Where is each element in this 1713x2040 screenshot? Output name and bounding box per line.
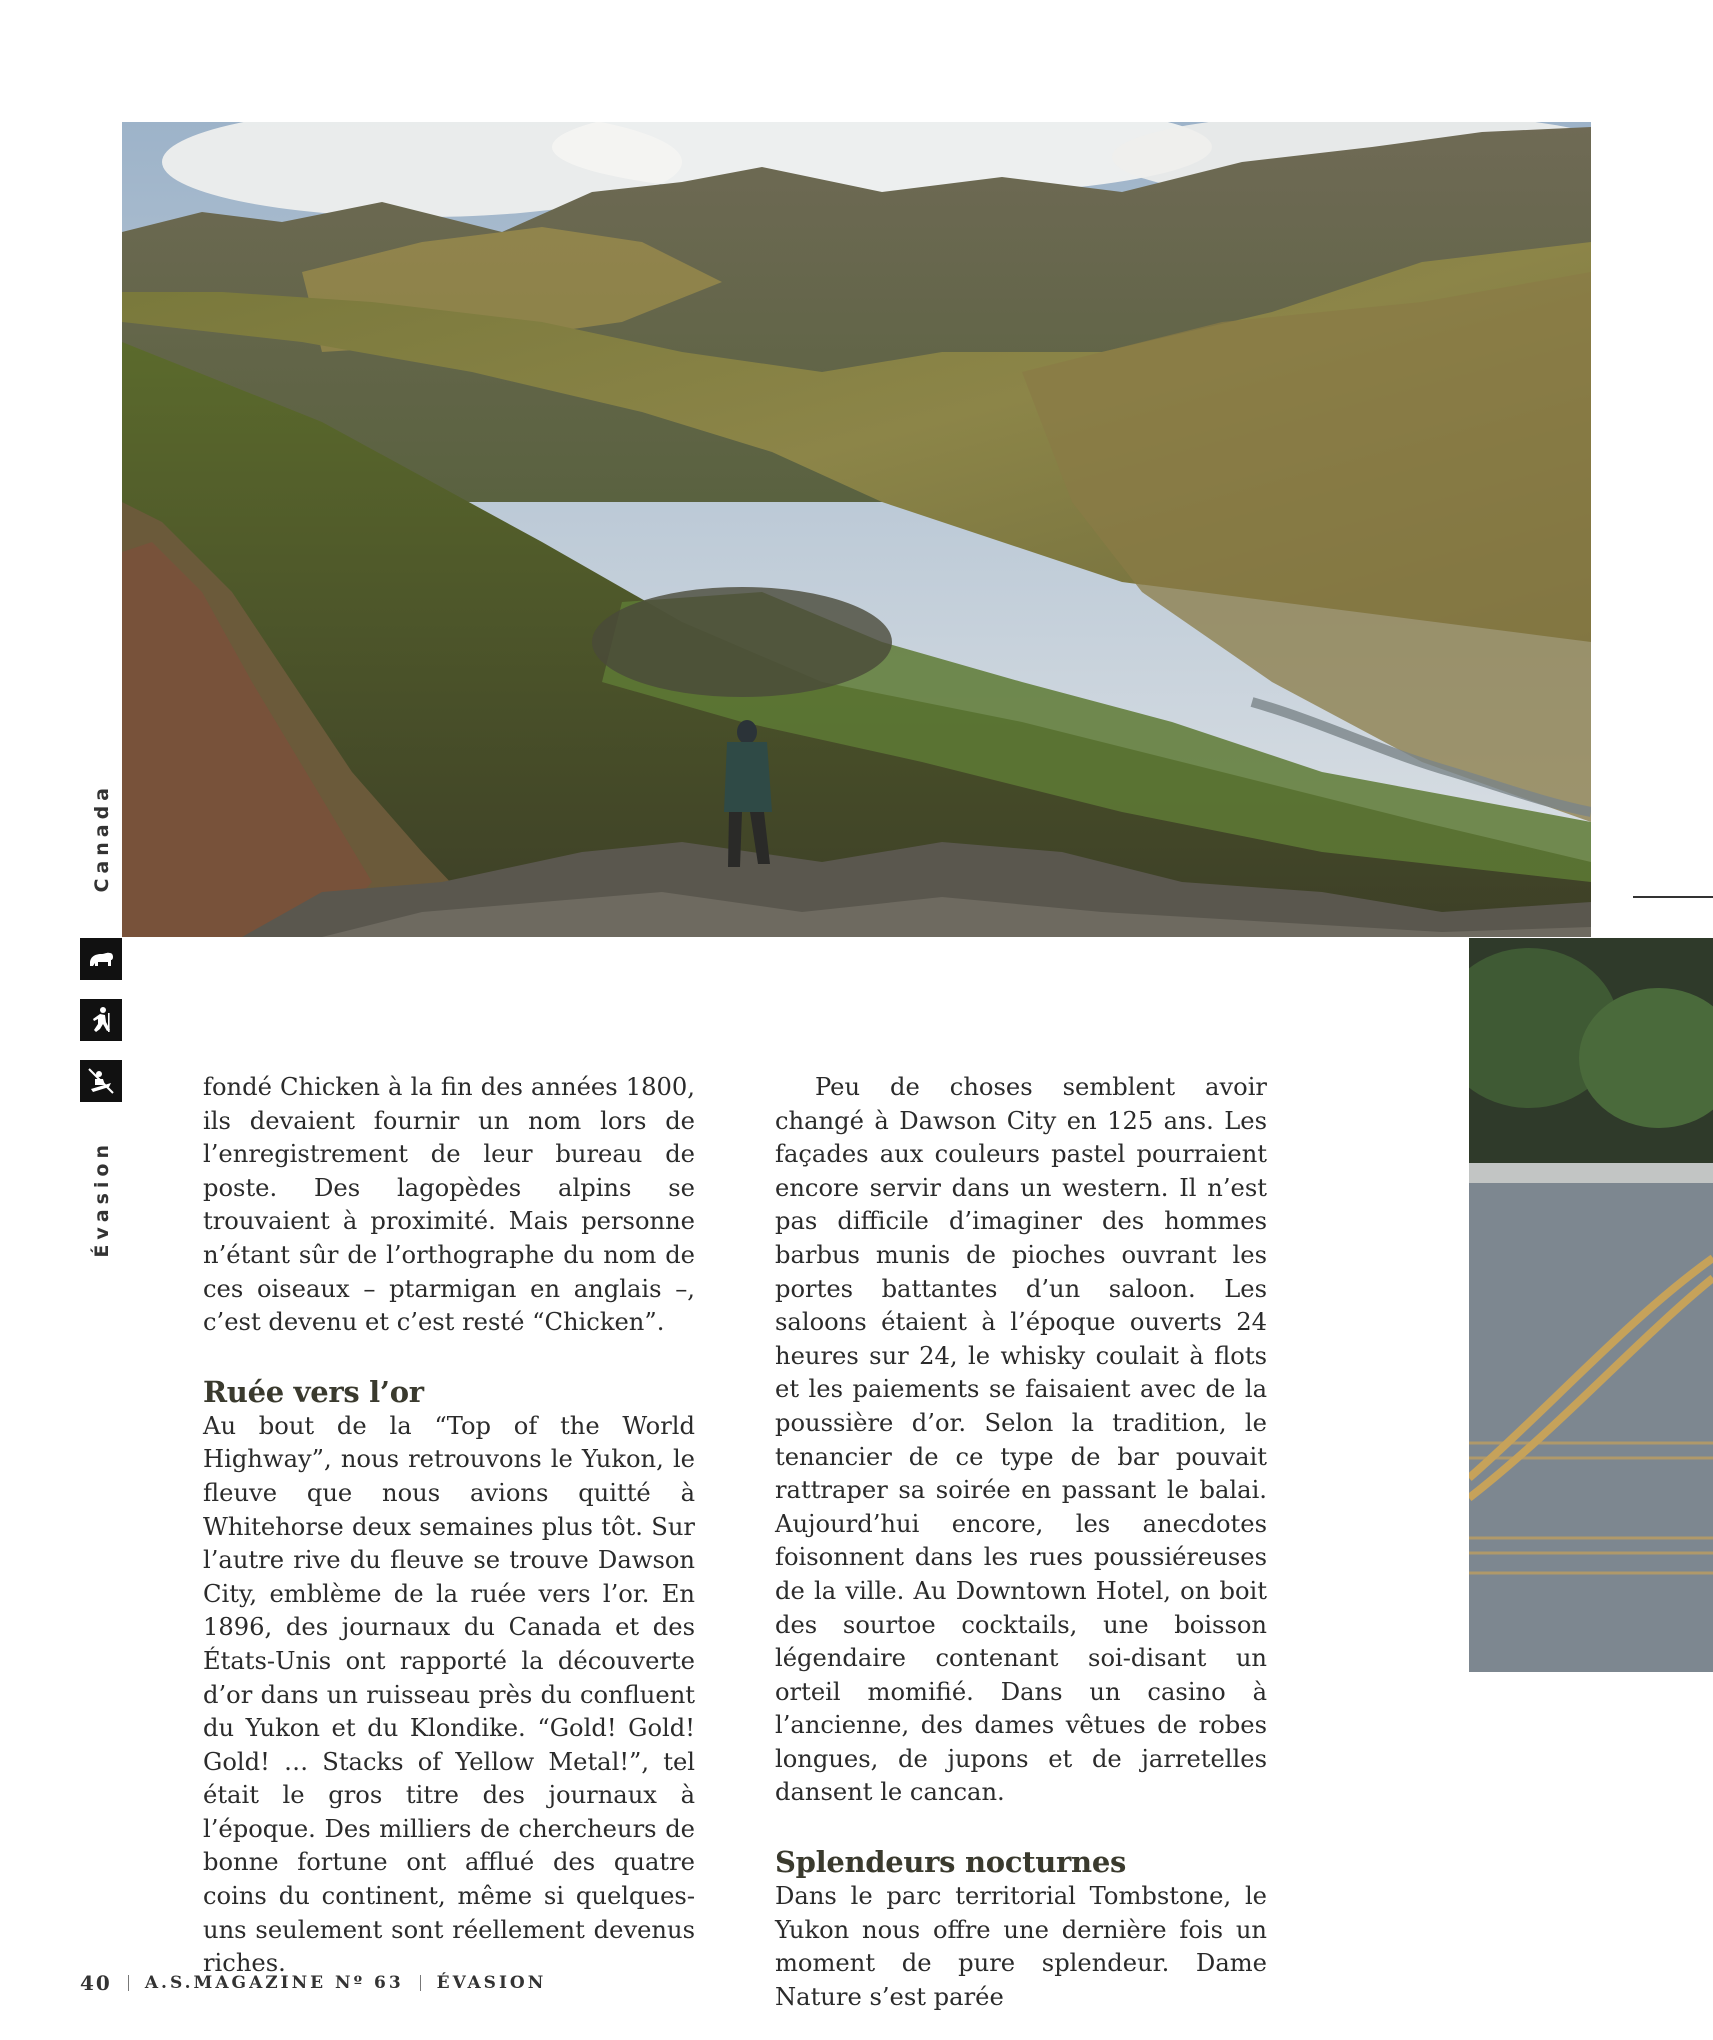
road-image [1469,938,1713,1672]
bear-icon [80,938,122,980]
heading-night-splendours: Splendeurs nocturnes [775,1845,1126,1880]
road-photo [1469,938,1713,1672]
hiker-icon [80,999,122,1041]
left-paragraph-1: fondé Chicken à la fin des années 1800, ils devaient fournir un nom lors de l’enregistrement de leur bureau de poste. Des lagopèdes alpins se trouvaient à proximité. Mais personne n’étant sûr de l’orthographe du nom de ces oiseaux – ptarmigan en anglais –, c’est devenu et c’est resté “Chicken”. [203,1073,695,1337]
country-label: Canada [91,783,113,893]
right-column [775,1071,1267,2014]
page-number: 40 [80,1971,112,1995]
page-footer [80,1971,546,1995]
left-column [203,1071,695,1981]
footer-divider [128,1975,129,1991]
kayak-icon [80,1060,122,1102]
hero-photo [122,122,1591,937]
footer-section: ÉVASION [436,1973,547,1993]
mountain-landscape-image [122,122,1591,937]
left-paragraph-2: Au bout de la “Top of the World Highway”, nous retrouvons le Yukon, le fleuve que nous avions quitté à Whitehorse deux semaines plus tôt. Sur l’autre rive du fleuve se trouve Dawson City, emblème de la ruée vers l’or. En 1896, des journaux du Canada et des États-Unis ont rapporté la découverte d’or dans un ruisseau près du confluent du Yukon et du Klondike. “Gold! Gold! Gold! … Stacks of Yellow Metal!”, tel était le gros titre des journaux à l’époque. Des milliers de chercheurs de bonne fortune ont afflué des quatre coins du continent, même si quelques-uns seulement sont réellement devenus riches. [203,1411,695,1978]
footer-divider [420,1975,421,1991]
section-label: Évasion [91,1140,113,1258]
magazine-name: A.S.MAGAZINE Nº 63 [144,1973,404,1993]
heading-gold-rush: Ruée vers l’or [203,1374,424,1409]
right-paragraph-2: Dans le parc territorial Tombstone, le Yukon nous offre une dernière fois un moment de pure splendeur. Dame Nature s’est parée [775,1882,1267,2011]
right-paragraph-1: Peu de choses semblent avoir changé à Dawson City en 125 ans. Les façades aux couleurs pastel pourraient encore servir dans un western. Il n’est pas difficile d’imaginer des hommes barbus munis de pioches ouvrant les portes battantes d’un saloon. Les saloons étaient à l’époque ouverts 24 heures sur 24, le whisky coulait à flots et les paiements se faisaient avec de la poussière d’or. Selon la tradition, le tenancier de ce type de bar pouvait rattraper sa soirée en passant le balai. Aujourd’hui encore, les anecdotes foisonnent dans les rues poussiéreuses de la ville. Au Downtown Hotel, on boit des sourtoe cocktails, une boisson légendaire contenant soi-disant un orteil momifié. Dans un casino à l’ancienne, des dames vêtues de robes longues, de jupons et de jarretelles dansent le cancan. [775,1073,1267,1807]
decorative-rule [1633,896,1713,898]
